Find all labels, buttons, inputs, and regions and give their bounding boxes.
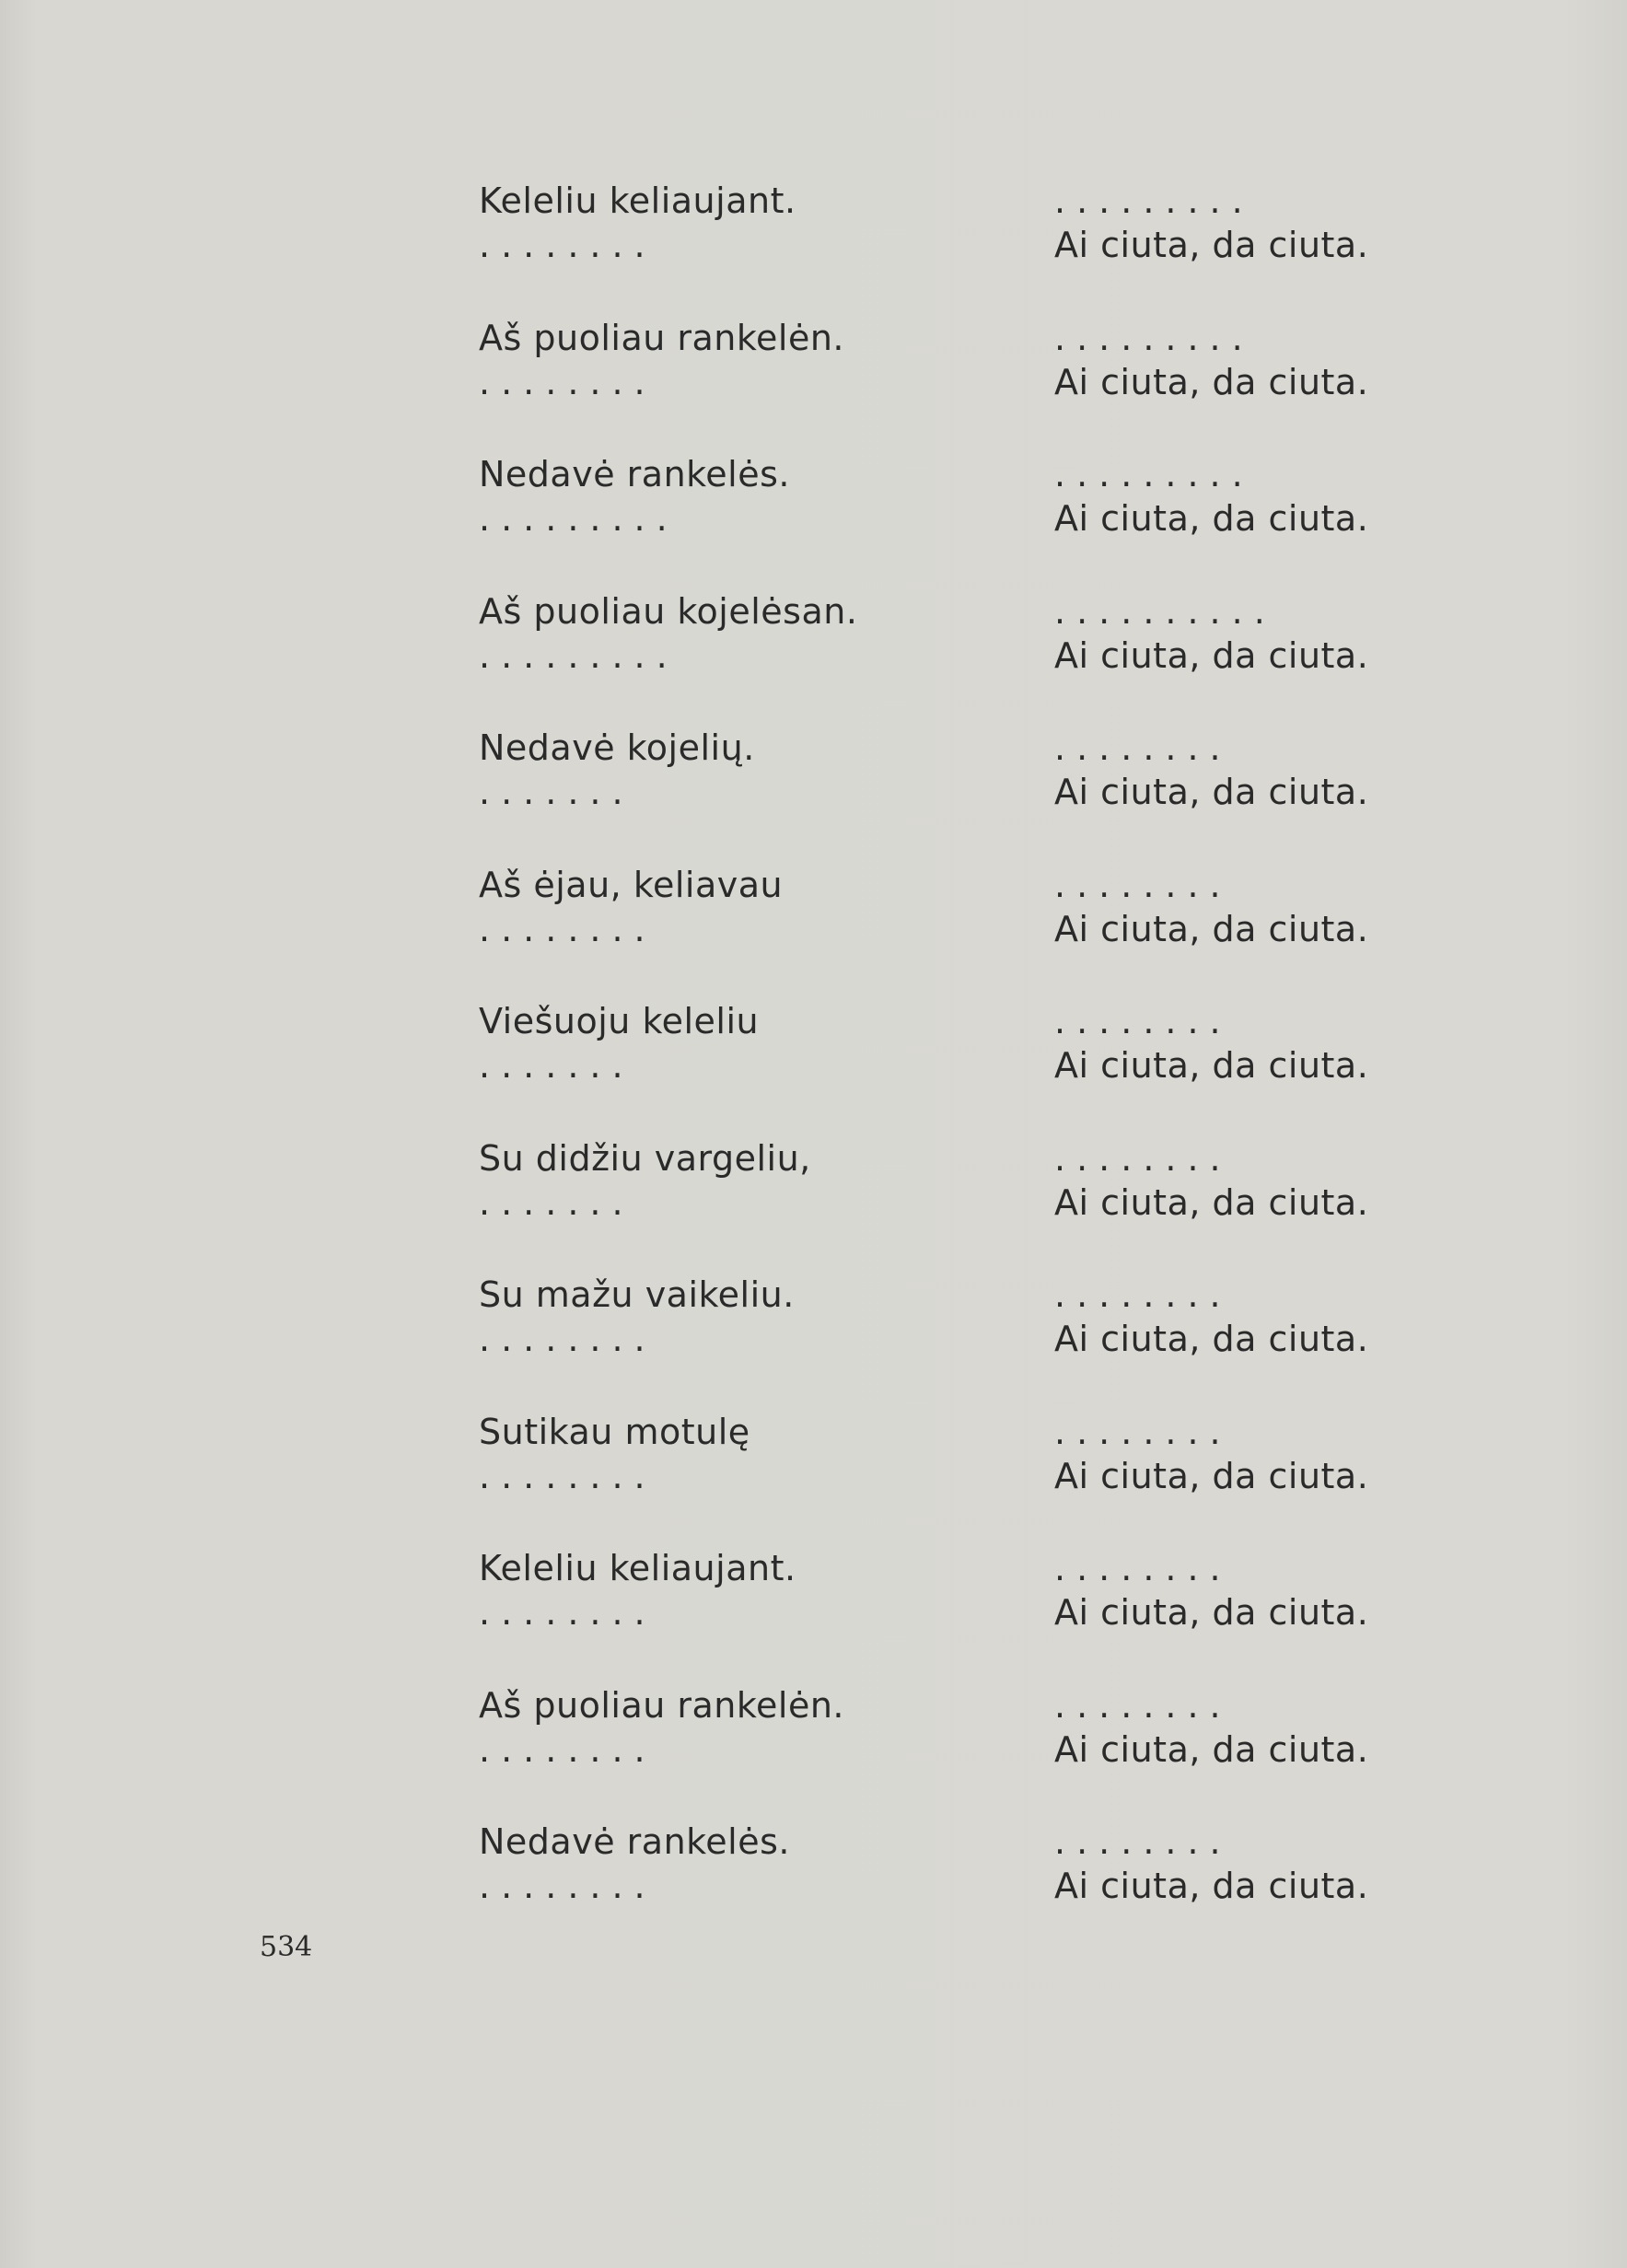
stanza: [479, 178, 1400, 315]
refrain-text: Ai ciuta, da ciuta.: [1054, 361, 1369, 402]
refrain-line: [479, 633, 1400, 679]
verse-text: Sutikau motulę: [479, 1411, 750, 1452]
refrain-text: Ai ciuta, da ciuta.: [1054, 1455, 1369, 1496]
refrain-text: Ai ciuta, da ciuta.: [1054, 634, 1369, 676]
refrain-line: [479, 1863, 1400, 1909]
song-text: [479, 178, 1400, 1956]
refrain-text: Ai ciuta, da ciuta.: [1054, 772, 1369, 812]
ellipsis-dots: ........: [479, 1592, 657, 1633]
refrain-text: Ai ciuta, da ciuta.: [1054, 225, 1369, 265]
refrain-text: Ai ciuta, da ciuta.: [1054, 1728, 1369, 1770]
verse-line: [479, 1135, 1400, 1181]
refrain-line: [479, 1727, 1400, 1773]
refrain-line: [479, 769, 1400, 815]
ellipsis-dots: ........: [1054, 1274, 1232, 1315]
ellipsis-dots: ........: [479, 225, 657, 265]
ellipsis-dots: .........: [479, 498, 679, 539]
refrain-text: Ai ciuta, da ciuta.: [1054, 1045, 1369, 1086]
verse-line: [479, 1272, 1400, 1318]
stanza: [479, 1682, 1400, 1820]
ellipsis-dots: ........: [479, 1319, 657, 1359]
refrain-text: Ai ciuta, da ciuta.: [1054, 1181, 1369, 1223]
verse-line: [479, 1409, 1400, 1455]
ellipsis-dots: .......: [479, 772, 634, 812]
verse-line: [479, 315, 1400, 361]
verse-line: [479, 1682, 1400, 1728]
verse-line: [479, 178, 1400, 224]
verse-text: Keleliu keliaujant.: [479, 1548, 796, 1588]
verse-line: [479, 1819, 1400, 1865]
stanza: [479, 1819, 1400, 1956]
stanza: [479, 1409, 1400, 1546]
stanza: [479, 725, 1400, 862]
ellipsis-dots: .......: [479, 1181, 634, 1223]
refrain-line: [479, 1453, 1400, 1499]
verse-text: Aš puoliau rankelėn.: [479, 317, 845, 358]
verse-line: [479, 725, 1400, 771]
ellipsis-dots: ........: [1054, 1548, 1232, 1588]
verse-text: Viešuoju keleliu: [479, 1001, 760, 1041]
ellipsis-dots: ........: [1054, 1137, 1232, 1179]
stanza: [479, 998, 1400, 1135]
ellipsis-dots: ........: [1054, 864, 1232, 905]
verse-line: [479, 862, 1400, 908]
stanza: [479, 451, 1400, 588]
ellipsis-dots: ........: [1054, 1411, 1232, 1452]
ellipsis-dots: ........: [1054, 1001, 1232, 1041]
ellipsis-dots: ........: [479, 1455, 657, 1496]
verse-text: Su didžiu vargeliu,: [479, 1137, 811, 1179]
refrain-text: Ai ciuta, da ciuta.: [1054, 1866, 1369, 1906]
stanza: [479, 1272, 1400, 1409]
ellipsis-dots: .........: [1054, 317, 1254, 358]
ellipsis-dots: ........: [479, 908, 657, 949]
ellipsis-dots: ........: [479, 1728, 657, 1770]
refrain-text: Ai ciuta, da ciuta.: [1054, 498, 1369, 539]
ellipsis-dots: ........: [479, 361, 657, 402]
ellipsis-dots: ..........: [1054, 590, 1276, 632]
stanza: [479, 315, 1400, 452]
verse-line: [479, 451, 1400, 497]
ellipsis-dots: ........: [1054, 1821, 1232, 1862]
ellipsis-dots: ........: [479, 1866, 657, 1906]
ellipsis-dots: .........: [1054, 180, 1254, 221]
ellipsis-dots: .........: [1054, 454, 1254, 494]
refrain-line: [479, 495, 1400, 541]
refrain-line: [479, 222, 1400, 268]
stanza: [479, 862, 1400, 999]
ellipsis-dots: ........: [1054, 1684, 1232, 1726]
verse-line: [479, 588, 1400, 634]
stanza: [479, 1545, 1400, 1682]
ellipsis-dots: .......: [479, 1045, 634, 1086]
verse-line: [479, 998, 1400, 1044]
stanza: [479, 1135, 1400, 1273]
verse-text: Keleliu keliaujant.: [479, 180, 796, 221]
refrain-line: [479, 1180, 1400, 1226]
refrain-text: Ai ciuta, da ciuta.: [1054, 1592, 1369, 1633]
verse-text: Aš puoliau kojelėsan.: [479, 590, 858, 632]
refrain-line: [479, 359, 1400, 405]
refrain-line: [479, 906, 1400, 952]
refrain-line: [479, 1316, 1400, 1362]
ellipsis-dots: ........: [1054, 727, 1232, 768]
refrain-line: [479, 1589, 1400, 1635]
verse-text: Nedavė kojelių.: [479, 727, 755, 768]
verse-text: Aš puoliau rankelėn.: [479, 1684, 845, 1726]
refrain-line: [479, 1042, 1400, 1088]
verse-text: Nedavė rankelės.: [479, 1821, 790, 1862]
refrain-text: Ai ciuta, da ciuta.: [1054, 908, 1369, 949]
stanza: [479, 588, 1400, 726]
refrain-text: Ai ciuta, da ciuta.: [1054, 1319, 1369, 1359]
verse-line: [479, 1545, 1400, 1591]
page-number: 534: [260, 1931, 313, 1963]
ellipsis-dots: .........: [479, 634, 679, 676]
verse-text: Su mažu vaikeliu.: [479, 1274, 795, 1315]
verse-text: Nedavė rankelės.: [479, 454, 790, 494]
verse-text: Aš ėjau, keliavau: [479, 864, 784, 905]
